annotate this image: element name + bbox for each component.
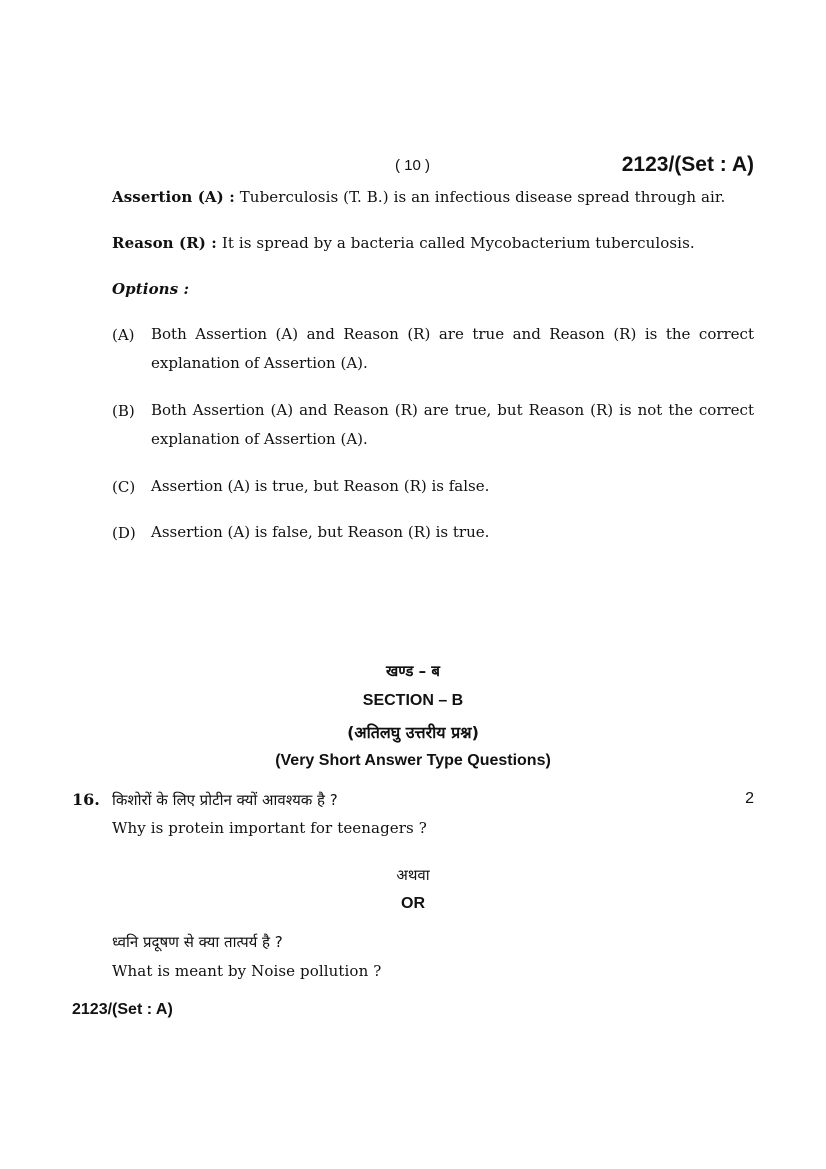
option-label: (B) xyxy=(112,402,135,420)
paper-code-footer: 2123/(Set : A) xyxy=(72,1001,173,1018)
question-hindi: किशोरों के लिए प्रोटीन क्यों आवश्यक है ? xyxy=(112,791,338,809)
reason-label: Reason (R) : xyxy=(112,234,217,252)
reason-line xyxy=(112,234,695,252)
option-label: (D) xyxy=(112,524,136,542)
assertion-line xyxy=(112,188,725,206)
question-marks: 2 xyxy=(745,790,754,807)
page-number: ( 10 ) xyxy=(395,157,431,174)
question-number: 16. xyxy=(72,790,100,809)
option-text: Assertion (A) is false, but Reason (R) is true. xyxy=(151,523,490,541)
reason-text: It is spread by a bacteria called Mycobacterium tuberculosis. xyxy=(221,234,695,252)
section-subtitle: (Very Short Answer Type Questions) xyxy=(275,752,551,769)
section-hindi-subtitle: (अतिलघु उत्तरीय प्रश्न) xyxy=(347,723,479,742)
option-text: Both Assertion (A) and Reason (R) are true and Reason (R) is the correct explanation of Assertion (A). xyxy=(151,325,754,372)
paper-code-header: 2123/(Set : A) xyxy=(621,153,754,176)
or-english: OR xyxy=(401,895,425,912)
section-title: SECTION – B xyxy=(362,692,464,709)
section-hindi-title: खण्ड – ब xyxy=(386,662,440,680)
option-label: (C) xyxy=(112,478,136,496)
alt-question-english: What is meant by Noise pollution ? xyxy=(112,962,382,980)
assertion-label: Assertion (A) : xyxy=(112,188,235,206)
options-heading: Options : xyxy=(112,280,190,298)
question-english: Why is protein important for teenagers ? xyxy=(112,819,427,837)
option-text: Assertion (A) is true, but Reason (R) is false. xyxy=(151,477,490,495)
option-text: Both Assertion (A) and Reason (R) are true, but Reason (R) is not the correct explanation of Assertion (A). xyxy=(151,401,754,448)
option-label: (A) xyxy=(112,326,135,344)
assertion-text: Tuberculosis (T. B.) is an infectious disease spread through air. xyxy=(239,188,726,206)
or-hindi: अथवा xyxy=(396,866,430,884)
alt-question-hindi: ध्वनि प्रदूषण से क्या तात्पर्य है ? xyxy=(112,933,283,951)
